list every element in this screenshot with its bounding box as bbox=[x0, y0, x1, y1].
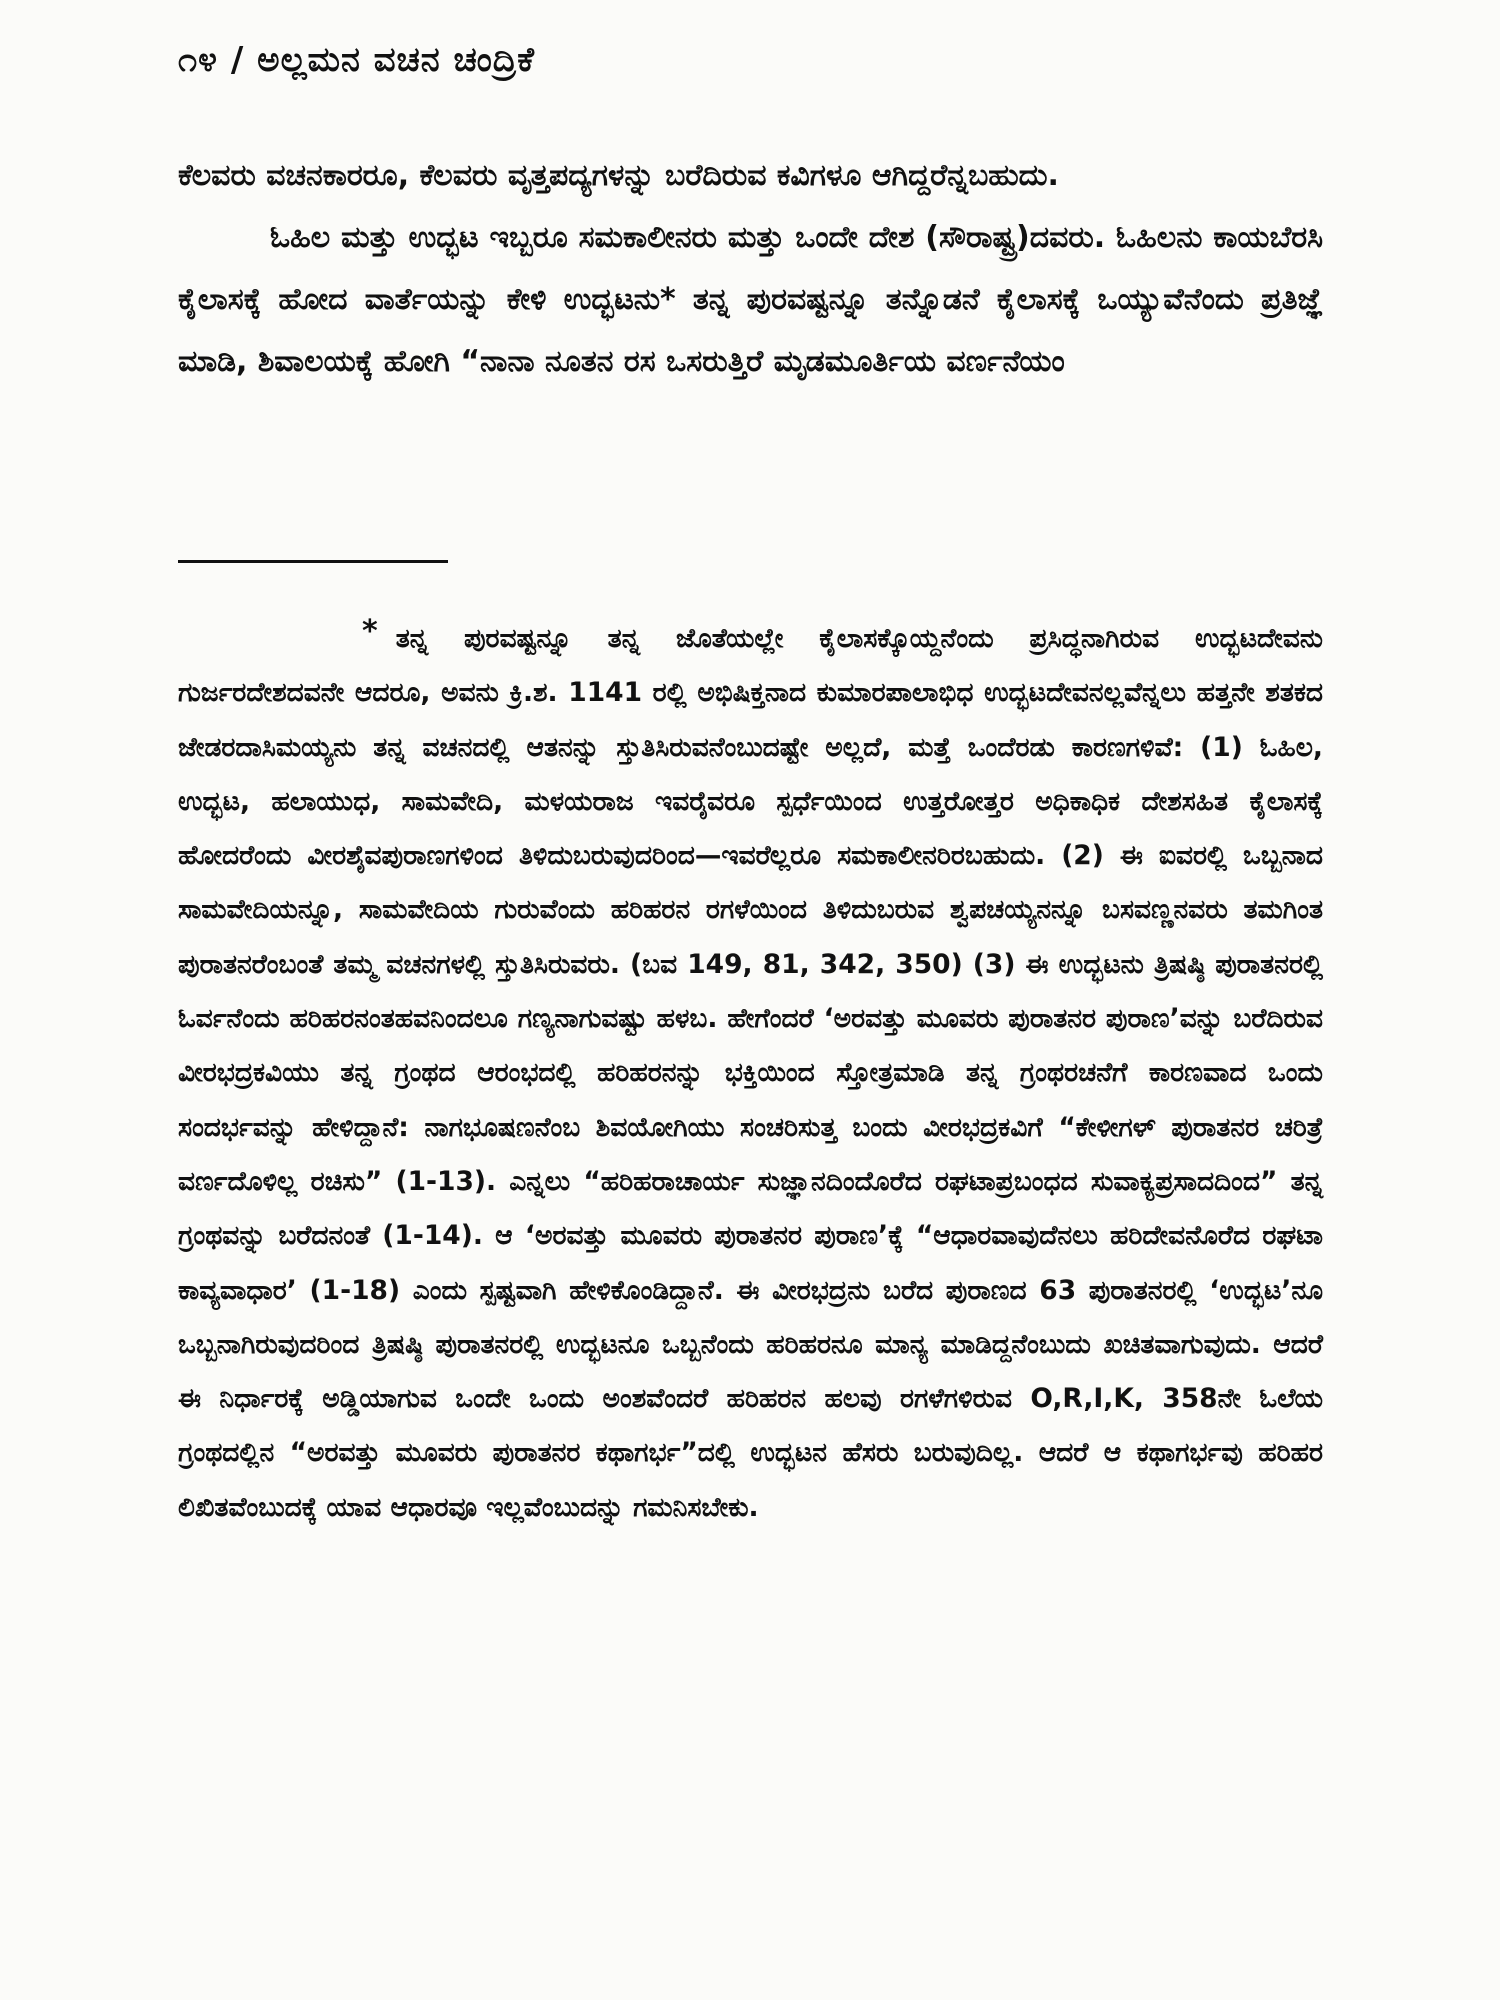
footnote-paragraph bbox=[178, 605, 1323, 1535]
footnote-text: ತನ್ನ ಪುರವಷ್ಟನ್ನೂ ತನ್ನ ಜೊತೆಯಲ್ಲೇ ಕೈಲಾಸಕ್ಕೊಯ್ದನೆಂದು ಪ್ರಸಿದ್ಧನಾಗಿರುವ ಉದ್ಭಟದೇವನು ಗುರ್ಜರದೇಶದವನೇ ಆದರೂ, ಅವನು ಕ್ರಿ.ಶ. 1141 ರಲ್ಲಿ ಅಭಿಷಿಕ್ತನಾದ ಕುಮಾರಪಾಲಾಭಿಧ ಉದ್ಭಟದೇವನಲ್ಲವೆನ್ನಲು ಹತ್ತನೇ ಶತಕದ ಜೇಡರದಾಸಿಮಯ್ಯನು ತನ್ನ ವಚನದಲ್ಲಿ ಆತನನ್ನು ಸ್ತುತಿಸಿರುವನೆಂಬುದಷ್ಟೇ ಅಲ್ಲದೆ, ಮತ್ತೆ ಒಂದೆರಡು ಕಾರಣಗಳಿವೆ: (1) ಓಹಿಲ, ಉದ್ಭಟ, ಹಲಾಯುಧ, ಸಾಮವೇದಿ, ಮಳಯರಾಜ ಇವರೈವರೂ ಸ್ಪರ್ಧೆಯಿಂದ ಉತ್ತರೋತ್ತರ ಅಧಿಕಾಧಿಕ ದೇಶಸಹಿತ ಕೈಲಾಸಕ್ಕೆ ಹೋದರೆಂದು ವೀರಶೈವಪುರಾಣಗಳಿಂದ ತಿಳಿದುಬರುವುದರಿಂದ—ಇವರೆಲ್ಲರೂ ಸಮಕಾಲೀನರಿರಬಹುದು. (2) ಈ ಐವರಲ್ಲಿ ಒಬ್ಬನಾದ ಸಾಮವೇದಿಯನ್ನೂ, ಸಾಮವೇದಿಯ ಗುರುವೆಂದು ಹರಿಹರನ ರಗಳೆಯಿಂದ ತಿಳಿದುಬರುವ ಶ್ವಪಚಯ್ಯನನ್ನೂ ಬಸವಣ್ಣನವರು ತಮಗಿಂತ ಪುರಾತನರೆಂಬಂತೆ ತಮ್ಮ ವಚನಗಳಲ್ಲಿ ಸ್ತುತಿಸಿರುವರು. (ಬವ 149, 81, 342, 350) (3) ಈ ಉದ್ಭಟನು ತ್ರಿಷಷ್ಠಿ ಪುರಾತನರಲ್ಲಿ ಓರ್ವನೆಂದು ಹರಿಹರನಂತಹವನಿಂದಲೂ ಗಣ್ಯನಾಗುವಷ್ಟು ಹಳಬ. ಹೇಗೆಂದರೆ ‘ಅರವತ್ತು ಮೂವರು ಪುರಾತನರ ಪುರಾಣ’ವನ್ನು ಬರೆದಿರುವ ವೀರಭದ್ರಕವಿಯು ತನ್ನ ಗ್ರಂಥದ ಆರಂಭದಲ್ಲಿ ಹರಿಹರನನ್ನು ಭಕ್ತಿಯಿಂದ ಸ್ತೋತ್ರಮಾಡಿ ತನ್ನ ಗ್ರಂಥರಚನೆಗೆ ಕಾರಣವಾದ ಒಂದು ಸಂದರ್ಭವನ್ನು ಹೇಳಿದ್ದಾನೆ: ನಾಗಭೂಷಣನೆಂಬ ಶಿವಯೋಗಿಯು ಸಂಚರಿಸುತ್ತ ಬಂದು ವೀರಭದ್ರಕವಿಗೆ “ಕೇಳೀಗಳ್ ಪುರಾತನರ ಚರಿತ್ರೆ ವರ್ಣದೊಳಿಲ್ಲ ರಚಿಸು” (1-13). ಎನ್ನಲು “ಹರಿಹರಾಚಾರ್ಯ ಸುಜ್ಞಾನದಿಂದೊರೆದ ರಘಟಾಪ್ರಬಂಧದ ಸುವಾಕ್ಯಪ್ರಸಾದದಿಂದ” ತನ್ನ ಗ್ರಂಥವನ್ನು ಬರೆದನಂತೆ (1-14). ಆ ‘ಅರವತ್ತು ಮೂವರು ಪುರಾತನರ ಪುರಾಣ’ಕ್ಕೆ “ಆಧಾರವಾವುದೆನಲು ಹರಿದೇವನೊರೆದ ರಘಟಾ ಕಾವ್ಯವಾಧಾರ’ (1-18) ಎಂದು ಸ್ಪಷ್ಟವಾಗಿ ಹೇಳಿಕೊಂಡಿದ್ದಾನೆ. ಈ ವೀರಭದ್ರನು ಬರೆದ ಪುರಾಣದ 63 ಪುರಾತನರಲ್ಲಿ ‘ಉದ್ಭಟ’ನೂ ಒಬ್ಬನಾಗಿರುವುದರಿಂದ ತ್ರಿಷಷ್ಠಿ ಪುರಾತನರಲ್ಲಿ ಉದ್ಭಟನೂ ಒಬ್ಬನೆಂದು ಹರಿಹರನೂ ಮಾನ್ಯ ಮಾಡಿದ್ದನೆಂಬುದು ಖಚಿತವಾಗುವುದು. ಆದರೆ ಈ ನಿರ್ಧಾರಕ್ಕೆ ಅಡ್ಡಿಯಾಗುವ ಒಂದೇ ಒಂದು ಅಂಶವೆಂದರೆ ಹರಿಹರನ ಹಲವು ರಗಳೆಗಳಿರುವ O,R,I,K, 358ನೇ ಓಲೆಯ ಗ್ರಂಥದಲ್ಲಿನ “ಅರವತ್ತು ಮೂವರು ಪುರಾತನರ ಕಥಾಗರ್ಭ”ದಲ್ಲಿ ಉದ್ಭಟನ ಹೆಸರು ಬರುವುದಿಲ್ಲ. ಆದರೆ ಆ ಕಥಾಗರ್ಭವು ಹರಿಹರ ಲಿಖಿತವೆಂಬುದಕ್ಕೆ ಯಾವ ಆಧಾರವೂ ಇಲ್ಲವೆಂಬುದನ್ನು ಗಮನಿಸಬೇಕು. bbox=[178, 623, 1323, 1523]
paragraph: ಕೆಲವರು ವಚನಕಾರರೂ, ಕೆಲವರು ವೃತ್ತಪದ್ಯಗಳನ್ನು ಬರೆದಿರುವ ಕವಿಗಳೂ ಆಗಿದ್ದರೆನ್ನಬಹುದು. bbox=[178, 158, 1059, 193]
footnote-marker: * bbox=[362, 614, 378, 649]
running-head: ೧೪ / ಅಲ್ಲಮನ ವಚನ ಚಂದ್ರಿಕೆ bbox=[178, 40, 535, 80]
main-text bbox=[178, 145, 1323, 393]
footnote-divider bbox=[178, 560, 448, 563]
paragraph: ಓಹಿಲ ಮತ್ತು ಉದ್ಭಟ ಇಬ್ಬರೂ ಸಮಕಾಲೀನರು ಮತ್ತು ಒಂದೇ ದೇಶ (ಸೌರಾಷ್ಟ್ರ)ದವರು. ಓಹಿಲನು ಕಾಯಬೆರಸಿ ಕೈಲಾಸಕ್ಕೆ ಹೋದ ವಾರ್ತೆಯನ್ನು ಕೇಳಿ ಉದ್ಭಟನು* ತನ್ನ ಪುರವಷ್ಟನ್ನೂ ತನ್ನೊಡನೆ ಕೈಲಾಸಕ್ಕೆ ಒಯ್ಯುವೆನೆಂದು ಪ್ರತಿಜ್ಞೆ ಮಾಡಿ, ಶಿವಾಲಯಕ್ಕೆ ಹೋಗಿ “ನಾನಾ ನೂತನ ರಸ ಒಸರುತ್ತಿರೆ ಮೃಡಮೂರ್ತಿಯ ವರ್ಣನೆಯಂ bbox=[178, 220, 1323, 379]
footnote bbox=[178, 605, 1323, 1535]
